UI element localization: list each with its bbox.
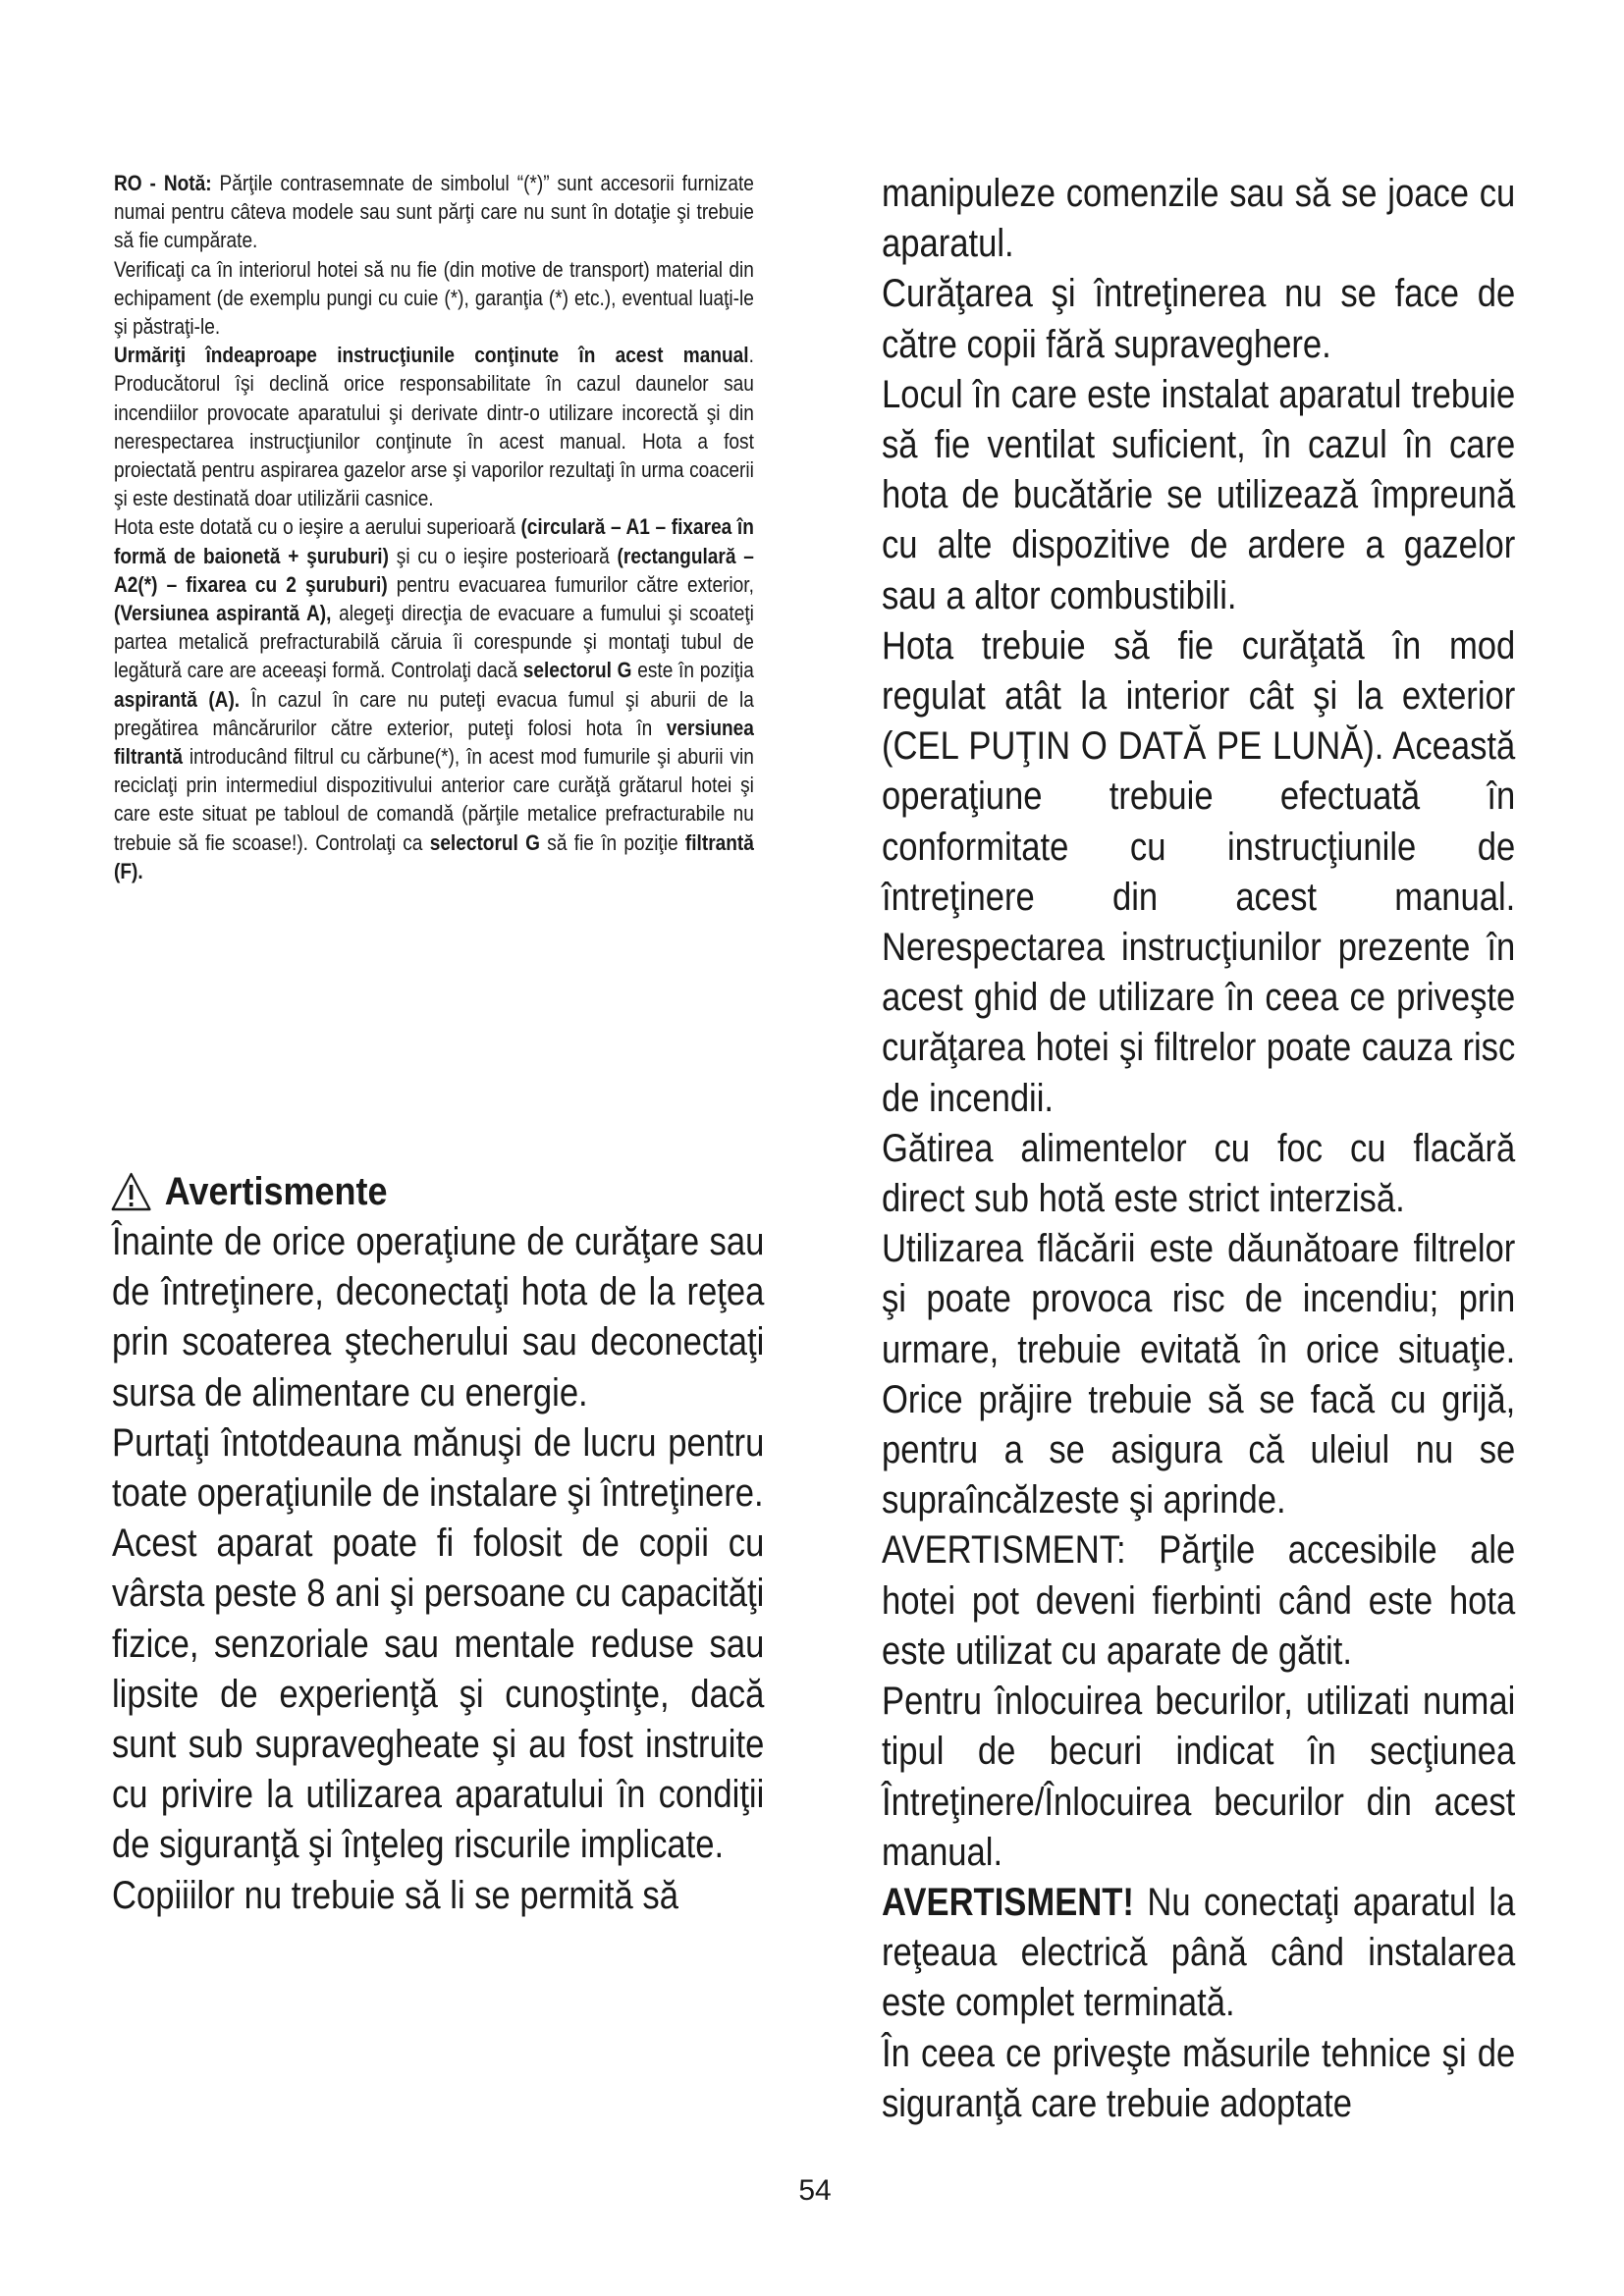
warning-paragraph: Hota trebuie să fie curăţată în mod regulat atât la interior cât şi la exterior (CEL PUŢIN O DATĂ PE LUNĂ). Această operaţiune trebuie efectuată în conformitate cu instrucţiunile de întreţinere din acest manual. Nerespectarea instrucţiunilor prezente în acest ghid de utilizare în ceea ce priveşte curăţarea hotei şi filtrelor poate cauza risc de incendii. — [882, 623, 1516, 1120]
note-label: RO - Notă: — [114, 171, 212, 195]
note-paragraph-4: Hota este dotată cu o ieşire a aerului superioară (circulară – A1 – fixarea în formă de baionetă + şuruburi) şi cu o ieşire posterioară (rectangulară – A2(*) – fixarea cu 2 şuruburi) pentru evacuarea fumurilor către exterior, (Versiunea aspirantă A), alegeţi direcţia de evacuare a fumului şi scoateţi partea metalică prefracturabilă căruia îi corespunde şi montaţi tubul de legătură care are aceeaşi formă. Controlaţi dacă selectorul G este în poziţia aspirantă (A). În cazul în care nu puteţi evacua fumul şi aburii de la pregătirea mâncărurilor către exterior, puteţi folosi hota în versiunea filtrantă introducând filtrul cu cărbune(*), în acest mod fumurile şi aburii vin reciclaţi prin intermediul dispozitivului anterior care curăţă grătarul hotei şi care este situat pe tabloul de comandă (părţile metalice prefracturabile nu trebuie să fie scoase!). Controlaţi ca selectorul G să fie în poziţie filtrantă (F). — [114, 514, 754, 883]
note-paragraph-3: Urmăriţi îndeaproape instrucţiunile conţinute în acest manual. Producătorul îşi declină orice responsabilitate în cazul daunelor sau incendiilor provocate aparatului şi derivate dintr-o utilizare incorectă şi din nerespectarea instrucţiunilor conţinute în acest manual. Hota a fost proiectată pentru aspirarea gazelor arse şi vaporilor rezultaţi în urma coacerii şi este destinată doar utilizării casnice. — [114, 343, 754, 511]
warning-paragraph: Copiiilor nu trebuie să li se permită să — [112, 1873, 678, 1917]
warning-paragraph: AVERTISMENT: Părţile accesibile ale hotei pot deveni fierbinti când este hota este utilizat cu aparate de gătit. — [882, 1528, 1516, 1673]
warning-paragraph: Gătirea alimentelor cu foc cu flacără direct sub hotă este strict interzisă. — [882, 1126, 1516, 1221]
notes-column — [114, 169, 754, 885]
warning-paragraph: Utilizarea flăcării este dăunătoare filtrelor şi poate provoca risc de incendiu; prin urmare, trebuie evitată în orice situaţie. Orice prăjire trebuie să se facă cu grijă, pentru a se asigura că uleiul nu se supraîncălzeste şi aprinde. — [882, 1227, 1516, 1522]
warning-paragraph: Purtaţi întotdeauna mănuşi de lucru pentru toate operaţiunile de instalare şi întreţinere. — [112, 1420, 765, 1516]
note-paragraph-2: Verificaţi ca în interiorul hotei să nu fie (din motive de transport) material din echipament (de exemplu pungi cu cuie (*), garanţia (*) etc.), eventual luaţi-le şi păstraţi-le. — [114, 256, 754, 340]
page-number: 54 — [798, 2174, 832, 2207]
warning-paragraph: AVERTISMENT! Nu conectaţi aparatul la reţeaua electrică până când instalarea este complet terminată. — [882, 1880, 1516, 2025]
note-paragraph-1: RO - Notă: Părţile contrasemnate de simbolul “(*)” sunt accesorii furnizate numai pentru câteva modele sau sunt părţi care nu sunt în dotaţie şi trebuie să fie cumpărate. — [114, 171, 754, 253]
warning-triangle-icon — [110, 1171, 152, 1212]
warnings-right-column — [882, 169, 1515, 2129]
warning-paragraph: Pentru înlocuirea becurilor, utilizati numai tipul de becuri indicat în secţiunea Întreţinere/Înlocuirea becurilor din acest manual. — [882, 1680, 1516, 1874]
warnings-heading — [110, 1166, 388, 1217]
warning-paragraph: Acest aparat poate fi folosit de copii cu vârsta peste 8 ani şi persoane cu capacităţi fizice, senzoriale sau mentale reduse sau lipsite de experienţă şi cunoştinţe, dacă sunt sub supravegheate şi au fost instruite cu privire la utilizarea aparatului în condiţii de siguranţă şi înţeleg riscurile implicate. — [112, 1522, 765, 1867]
warning-paragraph: Curăţarea şi întreţinerea nu se face de către copii fără supraveghere. — [882, 272, 1516, 366]
warning-paragraph: Locul în care este instalat aparatul trebuie să fie ventilat suficient, în cazul în care hota de bucătărie se utilizează împreună cu alte dispozitive de ardere a gazelor sau a altor combustibili. — [882, 372, 1516, 617]
warnings-left-column — [112, 1217, 764, 1921]
warnings-heading-text: Avertismente — [164, 1170, 388, 1213]
warning-paragraph: Înainte de orice operaţiune de curăţare sau de întreţinere, deconectaţi hota de la reţea prin scoaterea ştecherului sau deconectaţi sursa de alimentare cu energie. — [112, 1220, 765, 1415]
warning-paragraph: manipuleze comenzile sau să se joace cu aparatul. — [882, 172, 1516, 266]
warning-paragraph: În ceea ce priveşte măsurile tehnice şi de siguranţă care trebuie adoptate — [882, 2031, 1516, 2125]
